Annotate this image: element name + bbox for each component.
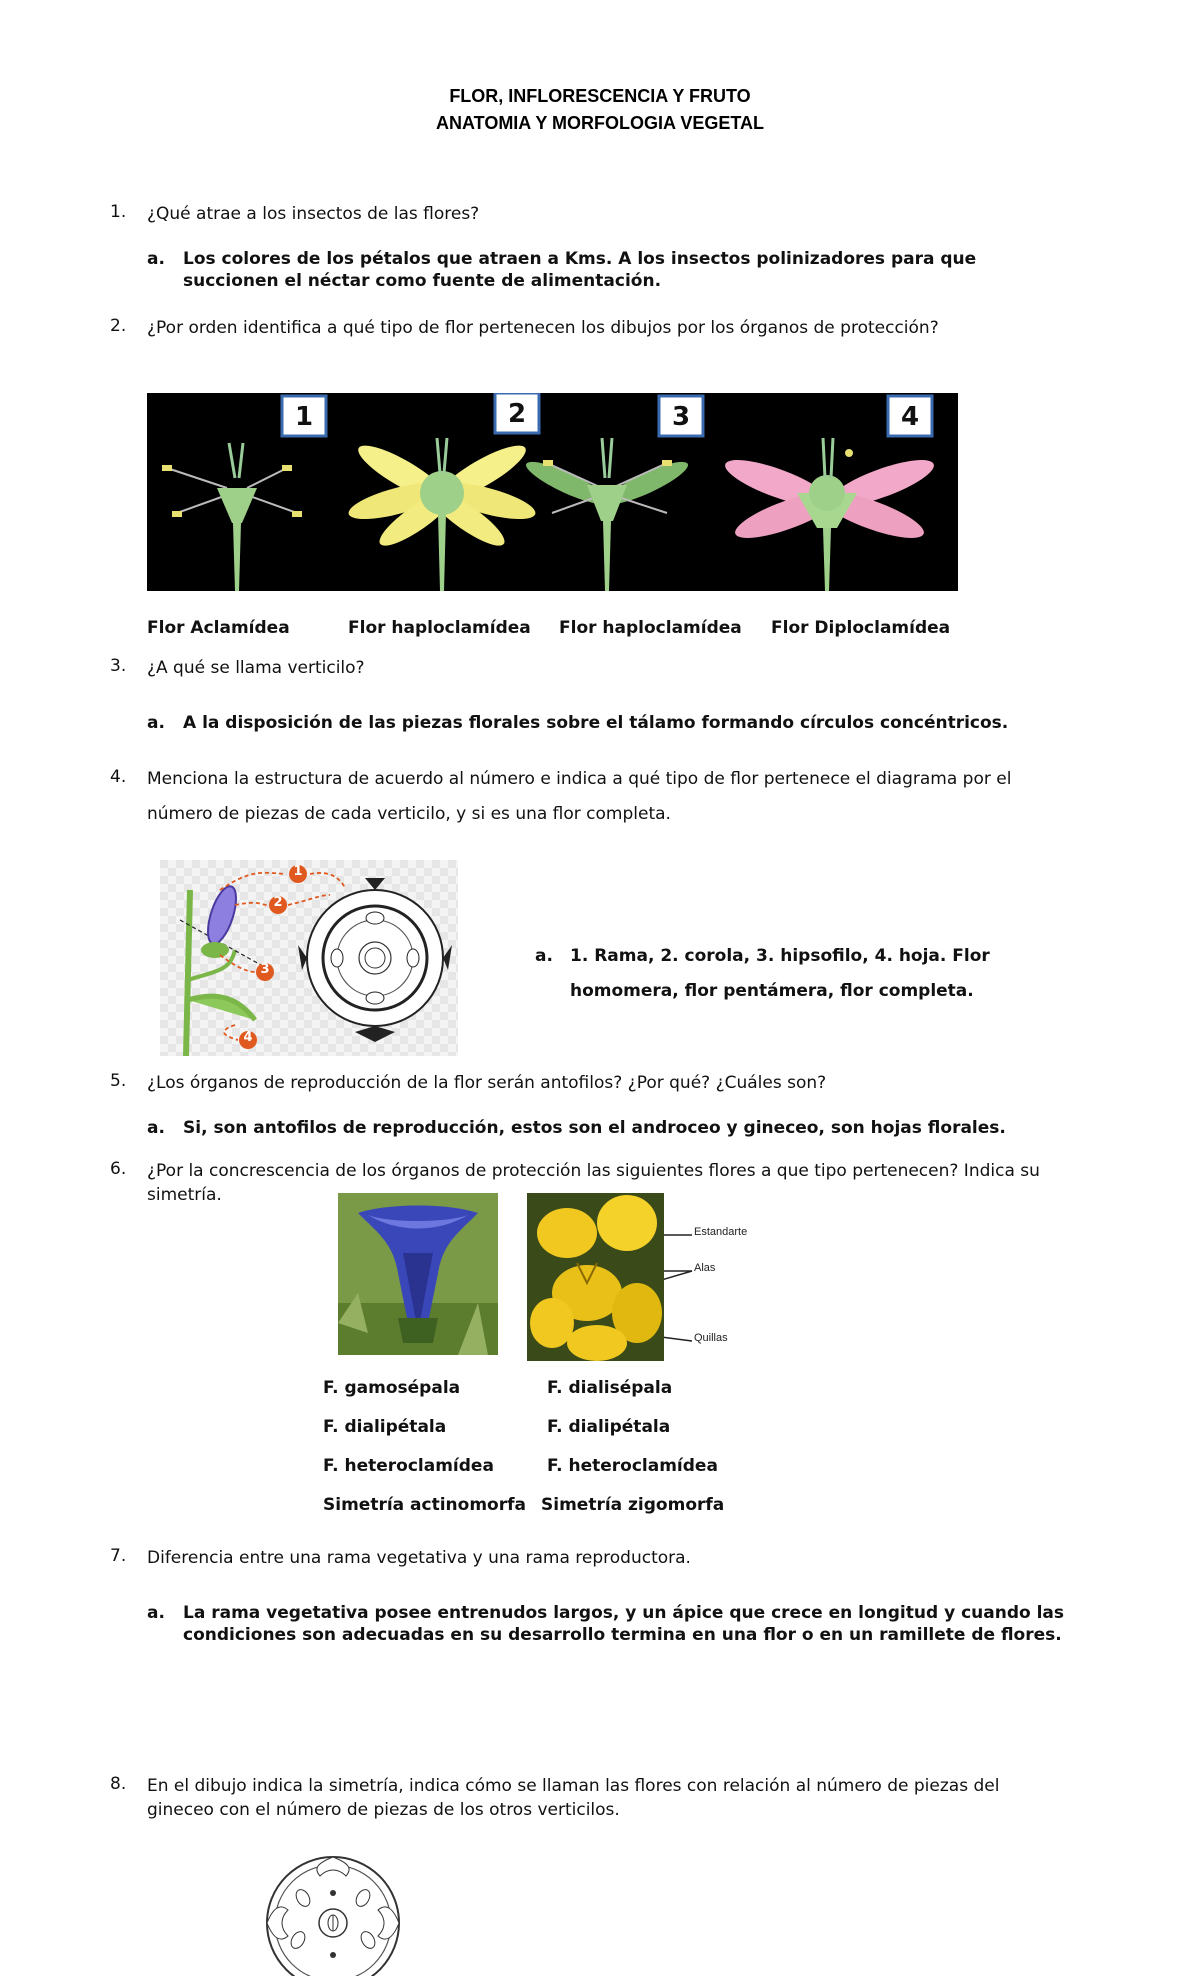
- q1-answer-line1: Los colores de los pétalos que atraen a Kms. A los insectos polinizadores para que: [183, 249, 977, 269]
- q1-number: 1.: [110, 202, 127, 222]
- q4-answer-line2: homomera, flor pentámera, flor completa.: [570, 981, 974, 1001]
- q8-text-line1: En el dibujo indica la simetría, indica cómo se llaman las flores con relación al número de piezas del: [147, 1776, 1000, 1796]
- q1-text: ¿Qué atrae a los insectos de las flores?: [147, 204, 480, 224]
- q4-answer-line1: 1. Rama, 2. corola, 3. hipsofilo, 4. hoja. Flor: [570, 946, 990, 966]
- diagram-marker-4: 4: [243, 1030, 253, 1045]
- flower-label-1: Flor Aclamídea: [147, 618, 290, 638]
- q7-answer-line1: La rama vegetativa posee entrenudos largos, y un ápice que crece en longitud y cuando las: [183, 1603, 1065, 1623]
- q5-answer-letter: a.: [147, 1118, 165, 1138]
- q4-text-line2: número de piezas de cada verticilo, y si es una flor completa.: [147, 804, 671, 824]
- flower-number-4: 4: [900, 402, 920, 432]
- q5-text: ¿Los órganos de reproducción de la flor serán antofilos? ¿Por qué? ¿Cuáles son?: [147, 1073, 827, 1093]
- flower-1-drawing: [162, 443, 302, 591]
- doc-title: FLOR, INFLORESCENCIA Y FRUTO: [449, 86, 751, 106]
- doc-subtitle: ANATOMIA Y MORFOLOGIA VEGETAL: [435, 113, 764, 133]
- q3-answer-letter: a.: [147, 713, 165, 733]
- diagram-marker-3: 3: [260, 962, 270, 977]
- left-flower-symmetry: Simetría actinomorfa: [323, 1495, 526, 1515]
- flower-label-3: Flor haploclamídea: [559, 618, 742, 638]
- q2-text: ¿Por orden identifica a qué tipo de flor pertenecen los dibujos por los órganos de protección?: [147, 318, 939, 338]
- broom-flower-photo: [527, 1193, 664, 1361]
- q6-text-line1: ¿Por la concrescencia de los órganos de protección las siguientes flores a que tipo pertenecen? Indica su: [147, 1161, 1040, 1181]
- annotation-alas: Alas: [694, 1262, 716, 1274]
- q2-number: 2.: [110, 316, 127, 336]
- q6-text-line2: simetría.: [147, 1185, 222, 1205]
- q4-number: 4.: [110, 767, 127, 787]
- left-flower-class-2: F. dialipétala: [323, 1417, 447, 1437]
- q3-answer: A la disposición de las piezas florales sobre el tálamo formando círculos concéntricos.: [183, 713, 1009, 733]
- diagram-marker-2: 2: [273, 895, 283, 910]
- left-flower-class-1: F. gamosépala: [323, 1378, 461, 1398]
- flower-2-drawing: [345, 437, 538, 591]
- q7-text: Diferencia entre una rama vegetativa y una rama reproductora.: [147, 1548, 691, 1568]
- flower-label-4: Flor Diploclamídea: [771, 618, 951, 638]
- q7-answer-letter: a.: [147, 1603, 165, 1623]
- q6-number: 6.: [110, 1159, 127, 1179]
- q1-answer-line2: succionen el néctar como fuente de alimentación.: [183, 271, 662, 291]
- q8-text-line2: gineceo con el número de piezas de los otros verticilos.: [147, 1800, 620, 1820]
- right-flower-class-2: F. dialipétala: [547, 1417, 671, 1437]
- q5-number: 5.: [110, 1071, 127, 1091]
- annotation-estandarte: Estandarte: [694, 1226, 748, 1238]
- q7-number: 7.: [110, 1546, 127, 1566]
- q1-answer-letter: a.: [147, 249, 165, 269]
- diagram-marker-1: 1: [293, 864, 303, 879]
- right-flower-class-3: F. heteroclamídea: [547, 1456, 718, 1476]
- floral-diagram-image: [160, 860, 458, 1056]
- q3-text: ¿A qué se llama verticilo?: [147, 658, 365, 678]
- flower-label-2: Flor haploclamídea: [348, 618, 531, 638]
- broom-flower-annotations: [664, 1193, 764, 1361]
- right-flower-class-1: F. dialisépala: [547, 1378, 673, 1398]
- q4-answer-letter: a.: [535, 946, 553, 966]
- left-flower-class-3: F. heteroclamídea: [323, 1456, 494, 1476]
- q8-number: 8.: [110, 1774, 127, 1794]
- flower-types-image: [147, 393, 958, 591]
- flower-3-drawing: [522, 438, 692, 591]
- q5-answer: Si, son antofilos de reproducción, estos son el androceo y gineceo, son hojas florales.: [183, 1118, 1006, 1138]
- flower-number-2: 2: [507, 399, 527, 429]
- right-flower-symmetry: Simetría zigomorfa: [541, 1495, 725, 1515]
- q3-number: 3.: [110, 656, 127, 676]
- flower-4-drawing: [721, 438, 939, 591]
- q4-text-line1: Menciona la estructura de acuerdo al número e indica a qué tipo de flor pertenece el diagrama por el: [147, 769, 1012, 789]
- annotation-quillas: Quillas: [694, 1332, 728, 1344]
- q7-answer-line2: condiciones son adecuadas en su desarrollo termina en una flor o en un ramillete de flores.: [183, 1625, 1062, 1645]
- gentian-photo: [338, 1193, 498, 1355]
- flower-number-3: 3: [671, 402, 691, 432]
- flower-number-1: 1: [294, 402, 314, 432]
- floral-diagram-q8: [258, 1838, 408, 1976]
